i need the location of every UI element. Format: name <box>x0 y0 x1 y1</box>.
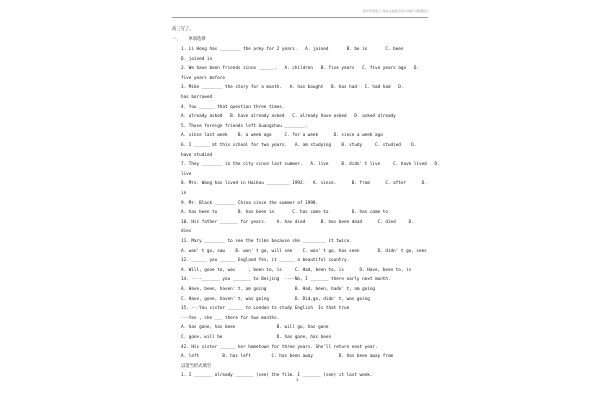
text-line: A. since last week B. a week ago C. for a week D. since a week ago <box>181 133 383 139</box>
text-line: C. Have, gone, haven' t, was going D. Did,go, didn' t, was going <box>181 296 370 302</box>
text-line: live <box>181 171 192 177</box>
section-heading: 一、 单项选择 <box>172 37 206 42</box>
text-line: 8. Mrs. Wang has lived in Haikou _________ 1992. A. since. B. from C. after D. <box>181 181 427 187</box>
text-line: 42. His sister ______ her hometown for three years. She'll return next year. <box>181 344 378 350</box>
text-line: 6. I ______ at this school for two years. A. am studying B. study C. studied D. <box>181 143 417 148</box>
text-line: A. won' t go, saw B. won' t go, will see C. won' t go, has seen D. didn' t go, sees <box>181 248 427 254</box>
text-line: in <box>181 191 187 196</box>
text-line: has borrowed <box>181 95 213 100</box>
text-line: A. has been to B. has been in C. has come to D. has came to <box>181 210 388 216</box>
text-line: C. gone, will be D. has gone, has been <box>181 335 332 340</box>
text-line: 3. Mike ________ the story for a month. A. has bought B. has had C. had had D. <box>181 85 404 91</box>
text-line: 10. His father _______ for years. A. has died B. has been dead C. died D. <box>181 219 414 225</box>
text-line: 14. ----_______ you _______ to Beijing ----No, I _______ there early next month. <box>181 277 391 283</box>
text-line: 11. Mary ________ to see the films because she _________ it twice. <box>181 239 352 244</box>
text-line: A. already asked B. have already asked C. already have asked D. asked already <box>181 114 396 120</box>
text-line: 以适当形式填空 <box>181 363 212 369</box>
text-line: five years before <box>181 75 225 81</box>
text-line: have studied <box>181 152 213 158</box>
text-line: A. has gone, has been B. will go, has gone <box>181 325 329 331</box>
text-line: 4. You ______ that question three times. <box>181 104 285 110</box>
header-note: 高中英语练习 现在完成时态综合训练习题(题目) <box>362 9 428 13</box>
text-line: ---Yes , she ___ there for two months. <box>181 315 280 321</box>
text-line: 7. They ________ in the city since last summer. A. live B. didn' t live C. have lived D. <box>181 162 440 168</box>
text-line: 9. Mr. Black ________ China since the summer of 1998. <box>181 200 319 206</box>
text-line: 15. ---You sister ______ to London to study English Is that true <box>181 306 350 312</box>
text-line: dies <box>181 229 192 235</box>
text-line: A. Will, gone to, was , been to, is C. Had, been to, is D. Have, been to, is <box>181 267 412 273</box>
text-line: 1. Li Hong has ________ the army for 2 years. A. joined B. be in C. been <box>181 47 404 52</box>
text-line: D. joined in <box>181 56 213 62</box>
text-line: A. left B. has left C. has been away D. has been away from <box>181 354 394 360</box>
text-line: 12. ______ you ______ England Yes, it ______ a beautiful country. <box>181 258 350 264</box>
text-line: 1. I _______ already _______ (see) the film. I _______ (see) it last week. <box>181 373 373 379</box>
document-title: 高三写了。 <box>172 27 194 32</box>
header-rule <box>172 17 428 18</box>
page-number: 1 <box>296 377 299 382</box>
text-line: 2. We have been friends since ______. A. children B. five years C. five years ago D. <box>181 66 419 72</box>
text-line: 5. Those foreign friends left Guangzhou ________. <box>181 123 308 129</box>
text-line: A. Have, been, haven' t, am going B. Had, been, hadn' t, am going <box>181 287 376 292</box>
